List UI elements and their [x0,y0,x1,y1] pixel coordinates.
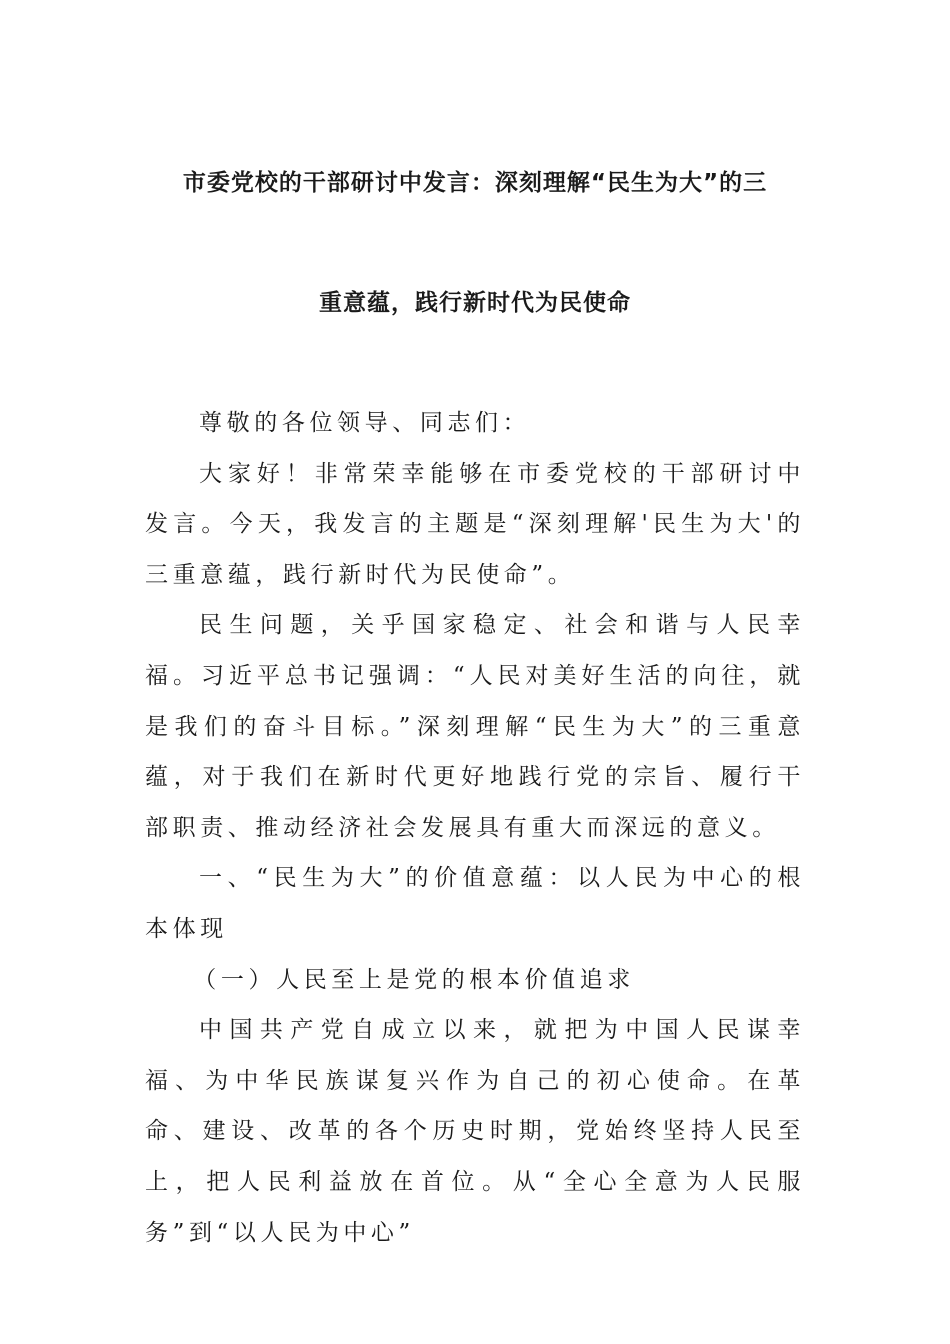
body-paragraph: 中国共产党自成立以来，就把为中国人民谋幸福、为中华民族谋复兴作为自己的初心使命。在革命、建设、改革的各个历史时期，党始终坚持人民至上，把人民利益放在首位。从“全心全意为人民服务”到“以人民为中心” [145,1017,805,1246]
section-heading-1: 一、“民生为大”的价值意蕴：以人民为中心的根本体现 [145,865,805,942]
context-paragraph: 民生问题，关乎国家稳定、社会和谐与人民幸福。习近平总书记强调：“人民对美好生活的向往，就是我们的奋斗目标。”深刻理解“民生为大”的三重意蕴，对于我们在新时代更好地践行党的宗旨、履行干部职责、推动经济社会发展具有重大而深远的意义。 [145,612,805,841]
intro-paragraph: 大家好！非常荣幸能够在市委党校的干部研讨中发言。今天，我发言的主题是“深刻理解'民生为大'的三重意蕴，践行新时代为民使命”。 [145,460,805,588]
document-body [145,398,805,1258]
document-title-line-2: 重意蕴，践行新时代为民使命 [319,290,631,316]
greeting-paragraph: 尊敬的各位领导、同志们： [199,410,531,436]
document-title-line-1: 市委党校的干部研讨中发言：深刻理解“民生为大”的三 [182,170,768,196]
subsection-heading-1: （一）人民至上是党的根本价值追求 [193,966,635,993]
